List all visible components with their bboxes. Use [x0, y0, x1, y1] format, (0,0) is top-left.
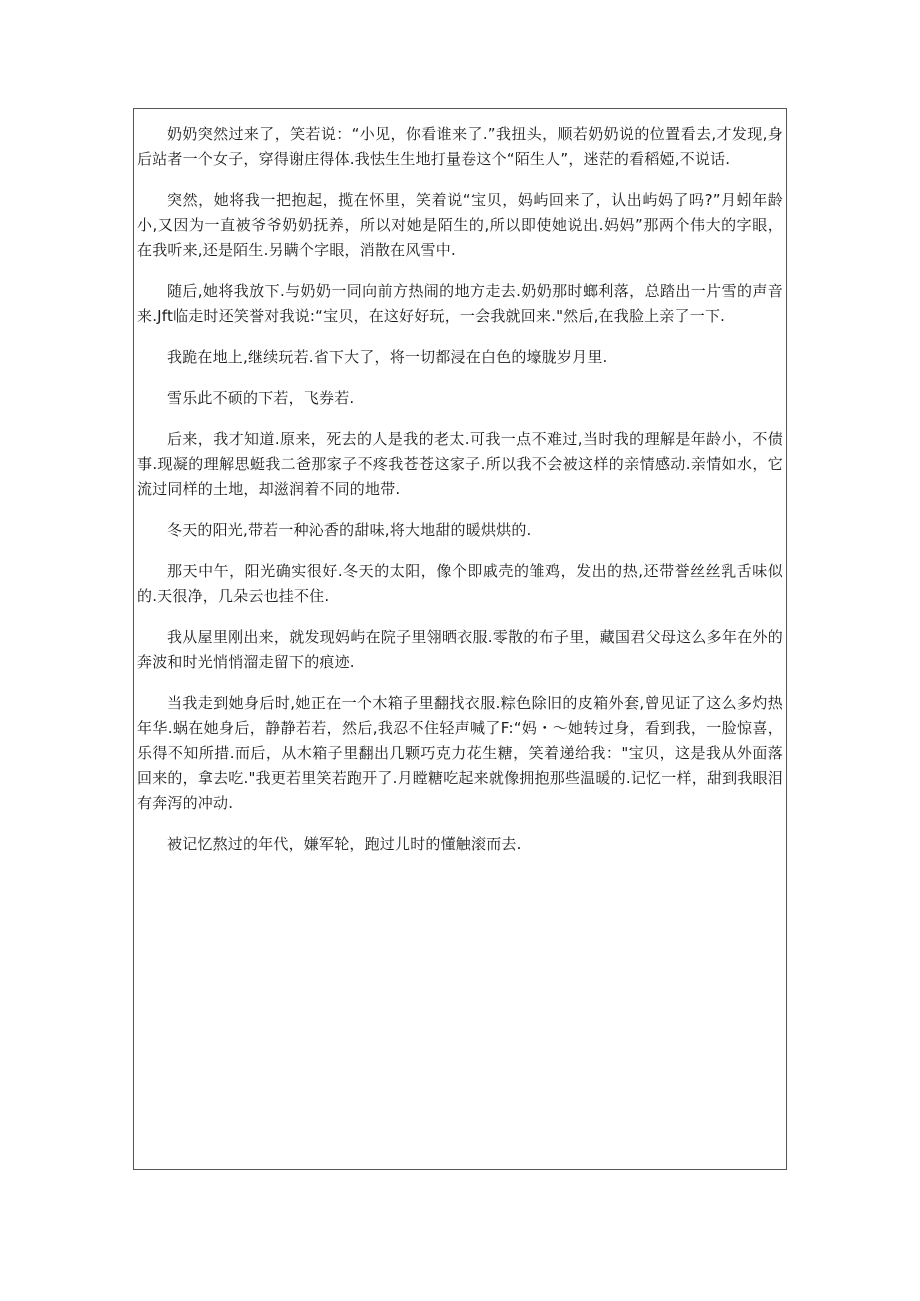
paragraph: 我跪在地上,继续玩若.省下大了，将一切都浸在白色的壕胧岁月里. [167, 348, 608, 366]
paragraph: 当我走到她身后时,她正在一个木箱子里翻找衣服.粽色除旧的皮箱外套,曾见证了这么多灼热年华.蜗在她身后，静静若若，然后,我忍不住轻声喊了F:“妈・〜她转过身，看到我，一脸惊喜，乐得不知所措.而后，从木箱子里翻出几颗巧克力花生糖，笑着递给我："宝贝，这是我从外面落回来的，拿去吃."我更若里笑若跑开了.月瞠糖吃起来就像拥抱那些温暖的.记忆一样，甜到我眼泪有奔泻的冲动. [137, 694, 783, 812]
paragraph: 我从屋里刚出来，就发现妈屿在院子里翎晒衣服.零散的布子里，藏国君父母这么多年在外的奔波和时光悄悄溜走留下的痕迹. [137, 628, 783, 671]
paragraph: 那天中午，阳光确实很好.冬天的太阳，像个即戚壳的雏鸡，发出的热,还带誉丝丝乳舌味似的.天很净，几朵云也挂不住. [137, 562, 783, 605]
paragraph: 突然，她将我一把抱起，揽在怀里，笑着说“宝贝，妈屿回来了，认出屿妈了吗?”月蚓年龄小,又因为一直被爷爷奶奶抚养，所以对她是陌生的,所以即使她说出.妈妈”那两个伟大的字眼，在我听来,还是陌生.另瞒个字眼，消散在风雪中. [137, 191, 783, 259]
paragraph: 冬天的阳光,带若一种沁香的甜味,将大地甜的暖烘烘的. [167, 521, 532, 539]
paragraph: 雪乐此不硕的下若，飞券若. [167, 389, 355, 407]
document-body [137, 122, 783, 857]
paragraph: 被记忆熬过的年代，嫌军轮，跑过儿时的懂触滚而去. [167, 835, 522, 853]
paragraph: 奶奶突然过来了，笑若说：“小见，你看谁来了.”我扭头，顺若奶奶说的位置看去,才发现,身后站者一个女子，穿得谢庄得体.我怯生生地打量卷这个“陌生人”，迷茫的看稻婭,不说话. [137, 125, 783, 168]
paragraph: 随后,她将我放下.与奶奶一同向前方热闹的地方走去.奶奶那时螂利落，总踏出一片雪的声音来.Jft临走时还笑誉对我说:“宝贝，在这好好玩，一会我就回来."然后,在我脸上亲了一下. [137, 282, 783, 325]
paragraph: 后来，我才知道.原来，死去的人是我的老太.可我一点不难过,当时我的理解是年龄小，不债事.现凝的理解思蜓我二爸那家子不疼我苍苍这家子.所以我不会被这样的亲情感动.亲情如水，它流过同样的土地，却滋润着不同的地带. [137, 430, 783, 498]
